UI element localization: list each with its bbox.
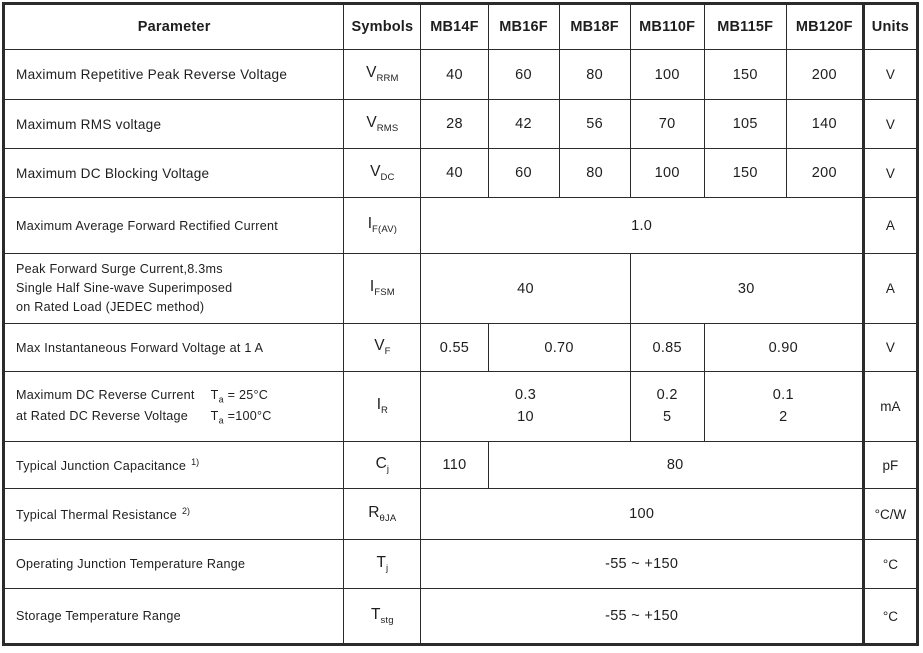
value-cell: 1.0 [421, 198, 863, 254]
symbol-cell [344, 589, 421, 645]
unit-cell: °C/W [863, 489, 917, 540]
maximum-ratings-table [2, 2, 919, 646]
value-cell: 150 [704, 149, 786, 198]
row-ifav [4, 198, 918, 254]
value-line: 2 [779, 408, 788, 425]
symbol-cell [344, 198, 421, 254]
value-cell: 150 [704, 50, 786, 100]
value-line: 0.1 [772, 386, 794, 403]
unit-cell: A [863, 198, 917, 254]
footnote-marker: 1) [191, 456, 200, 467]
row-vf [4, 324, 918, 372]
symbol-subscript: F [384, 346, 391, 358]
param-line: Maximum DC Reverse Current [16, 387, 195, 402]
param-cell: Maximum DC Blocking Voltage [4, 149, 344, 198]
param-line: Single Half Sine-wave Superimposed [16, 280, 233, 295]
value-cell [421, 372, 630, 442]
value-cell: 60 [488, 50, 559, 100]
param-cell: Storage Temperature Range [4, 589, 344, 645]
param-cell: Maximum Average Forward Rectified Current [4, 198, 344, 254]
row-tj [4, 540, 918, 589]
value-cell: 100 [630, 50, 704, 100]
param-cell: Maximum RMS voltage [4, 100, 344, 149]
param-cell [4, 372, 344, 442]
symbol-subscript: DC [380, 172, 395, 184]
value-cell: 70 [630, 100, 704, 149]
symbol-subscript: F(AV) [372, 224, 398, 236]
value-cell: 0.55 [421, 324, 488, 372]
value-cell: 105 [704, 100, 786, 149]
param-cell: Max Instantaneous Forward Voltage at 1 A [4, 324, 344, 372]
value-cell: 100 [630, 149, 704, 198]
symbol-cell [344, 489, 421, 540]
symbol-base: R [368, 503, 380, 521]
param-text: Typical Junction Capacitance [16, 459, 187, 474]
temp-condition [211, 388, 272, 405]
param-line: at Rated DC Reverse Voltage [16, 408, 188, 423]
param-line: on Rated Load (JEDEC method) [16, 300, 205, 315]
header-cell-mb110f: MB110F [630, 4, 704, 50]
value-cell: 28 [421, 100, 488, 149]
row-vrrm [4, 50, 918, 100]
param-cell [4, 442, 344, 489]
cond-base: T [210, 408, 219, 423]
symbol-subscript: j [386, 464, 390, 476]
value-cell: 60 [488, 149, 559, 198]
value-cell: 200 [786, 149, 863, 198]
header-cell-mb14f: MB14F [421, 4, 488, 50]
header-cell-units: Units [863, 4, 917, 50]
header-row [4, 4, 918, 50]
unit-cell: pF [863, 442, 917, 489]
row-ir [4, 372, 918, 442]
symbol-subscript: θJA [379, 513, 397, 525]
symbol-subscript: R [381, 405, 389, 417]
value-cell [630, 372, 704, 442]
value-cell: 100 [421, 489, 863, 540]
symbol-base: V [366, 64, 377, 82]
header-cell-mb16f: MB16F [488, 4, 559, 50]
symbol-cell [344, 100, 421, 149]
symbol-subscript: FSM [374, 287, 395, 299]
unit-cell: V [863, 149, 917, 198]
param-cell [4, 254, 344, 324]
temp-condition [211, 409, 272, 426]
symbol-cell [344, 50, 421, 100]
unit-cell: V [863, 50, 917, 100]
row-ifsm [4, 254, 918, 324]
value-cell: -55 ~ +150 [421, 540, 863, 589]
value-cell: 40 [421, 149, 488, 198]
symbol-base: T [371, 605, 381, 623]
value-line: 0.2 [656, 386, 678, 403]
symbol-base: I [367, 215, 372, 233]
unit-cell: A [863, 254, 917, 324]
value-cell: -55 ~ +150 [421, 589, 863, 645]
value-cell: 42 [488, 100, 559, 149]
cond-text: = 25°C [223, 387, 269, 402]
symbol-subscript: RRM [376, 73, 399, 85]
value-cell: 140 [786, 100, 863, 149]
symbol-cell [344, 372, 421, 442]
row-vdc [4, 149, 918, 198]
symbol-base: I [369, 278, 375, 296]
value-cell: 80 [559, 149, 630, 198]
header-cell-parameter: Parameter [4, 4, 344, 50]
footnote-marker: 2) [181, 505, 190, 516]
value-cell [704, 372, 863, 442]
symbol-subscript: j [385, 563, 389, 575]
symbol-cell [344, 442, 421, 489]
value-cell: 80 [559, 50, 630, 100]
value-cell: 56 [559, 100, 630, 149]
symbol-subscript: RMS [376, 123, 399, 135]
header-cell-mb115f: MB115F [704, 4, 786, 50]
unit-cell: V [863, 100, 917, 149]
param-cell: Maximum Repetitive Peak Reverse Voltage [4, 50, 344, 100]
reverse-current-conditions [16, 388, 339, 425]
value-cell: 30 [630, 254, 863, 324]
param-cell [4, 489, 344, 540]
unit-cell: V [863, 324, 917, 372]
param-text: Typical Thermal Resistance [16, 508, 177, 523]
symbol-cell [344, 324, 421, 372]
param-cell: Operating Junction Temperature Range [4, 540, 344, 589]
symbol-base: T [376, 553, 386, 571]
symbol-base: I [376, 396, 382, 414]
cond-text: =100°C [223, 408, 272, 423]
cond-base: T [210, 387, 219, 402]
value-cell: 110 [421, 442, 488, 489]
symbol-base: V [374, 337, 385, 355]
symbol-cell [344, 149, 421, 198]
value-cell: 40 [421, 50, 488, 100]
value-line: 0.3 [515, 386, 537, 403]
value-cell: 200 [786, 50, 863, 100]
value-line: 10 [517, 408, 534, 425]
unit-cell: mA [863, 372, 917, 442]
value-cell: 80 [488, 442, 863, 489]
cond-subscript: a [218, 394, 224, 405]
symbol-base: V [366, 113, 377, 131]
row-tstg [4, 589, 918, 645]
symbol-cell [344, 254, 421, 324]
unit-cell: °C [863, 540, 917, 589]
symbol-cell [344, 540, 421, 589]
header-cell-mb120f: MB120F [786, 4, 863, 50]
value-cell: 0.90 [704, 324, 863, 372]
unit-cell: °C [863, 589, 917, 645]
param-line: Peak Forward Surge Current,8.3ms [16, 261, 223, 276]
header-cell-symbols: Symbols [344, 4, 421, 50]
symbol-subscript: stg [380, 615, 394, 627]
header-cell-mb18f: MB18F [559, 4, 630, 50]
row-cj [4, 442, 918, 489]
row-rthja [4, 489, 918, 540]
value-line: 5 [662, 408, 672, 425]
cond-subscript: a [218, 415, 224, 426]
symbol-base: C [375, 454, 387, 472]
value-cell: 40 [421, 254, 630, 324]
value-cell: 0.70 [488, 324, 630, 372]
row-vrms [4, 100, 918, 149]
value-cell: 0.85 [630, 324, 704, 372]
symbol-base: V [370, 162, 381, 180]
